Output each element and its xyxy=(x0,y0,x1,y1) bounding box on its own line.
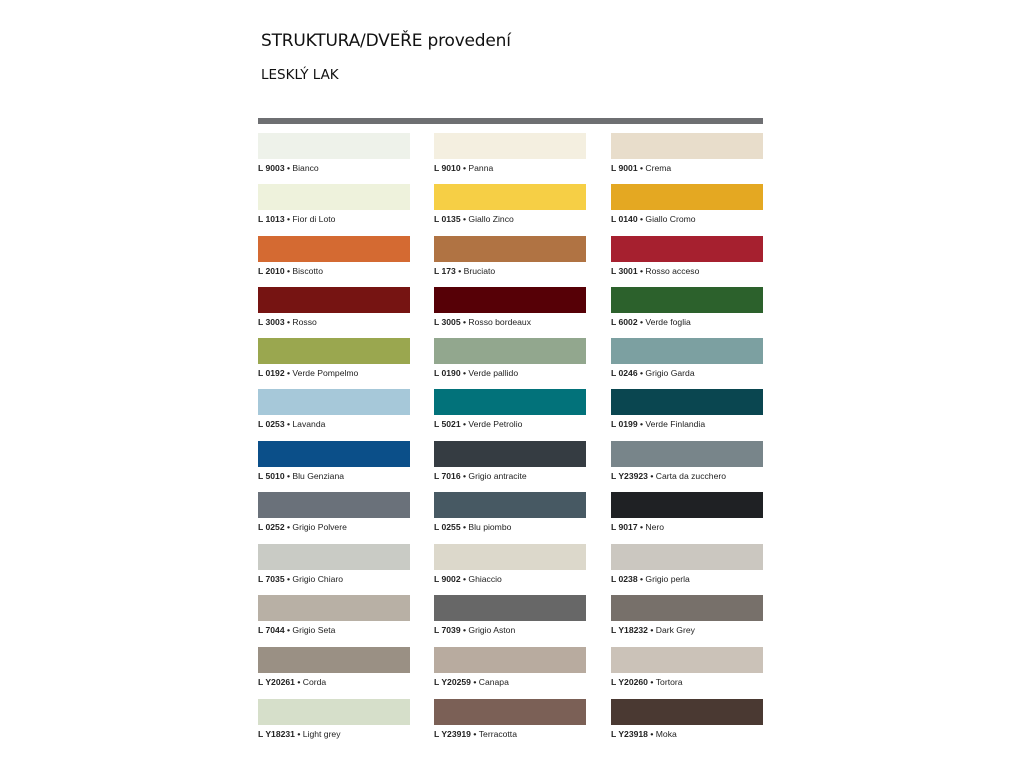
bullet-separator: • xyxy=(460,317,469,327)
color-swatch-item xyxy=(434,492,586,543)
header-divider xyxy=(258,118,763,124)
swatch-label xyxy=(434,625,586,635)
color-swatch-item xyxy=(258,287,410,338)
swatch-grid xyxy=(258,133,763,745)
color-swatch-item xyxy=(611,544,763,595)
color-swatch xyxy=(434,647,586,673)
swatch-name: Grigio Seta xyxy=(292,625,336,635)
swatch-code: L 7035 xyxy=(258,574,285,584)
color-swatch xyxy=(258,287,410,313)
bullet-separator: • xyxy=(637,163,646,173)
bullet-separator: • xyxy=(460,471,469,481)
color-swatch xyxy=(434,699,586,725)
bullet-separator: • xyxy=(637,522,646,532)
bullet-separator: • xyxy=(284,522,293,532)
color-swatch xyxy=(258,338,410,364)
color-swatch-item xyxy=(434,287,586,338)
color-swatch xyxy=(434,287,586,313)
color-swatch-item xyxy=(434,133,586,184)
swatch-name: Grigio perla xyxy=(645,574,690,584)
color-swatch xyxy=(611,287,763,313)
color-swatch-item xyxy=(434,595,586,646)
swatch-code: L 5010 xyxy=(258,471,285,481)
bullet-separator: • xyxy=(284,419,293,429)
color-swatch-item xyxy=(258,595,410,646)
swatch-name: Verde Petrolio xyxy=(468,419,523,429)
color-swatch-item xyxy=(258,236,410,287)
swatch-name: Canapa xyxy=(478,677,509,687)
color-swatch xyxy=(258,492,410,518)
bullet-separator: • xyxy=(460,163,469,173)
swatch-label xyxy=(434,368,586,378)
swatch-code: L 0140 xyxy=(611,214,638,224)
color-swatch-item xyxy=(611,389,763,440)
swatch-name: Blu piombo xyxy=(468,522,512,532)
color-swatch-item xyxy=(434,544,586,595)
color-swatch xyxy=(434,389,586,415)
swatch-label xyxy=(611,163,763,173)
swatch-label xyxy=(434,317,586,327)
swatch-code: L Y23919 xyxy=(434,729,471,739)
swatch-label xyxy=(434,677,586,687)
color-swatch xyxy=(611,133,763,159)
swatch-name: Verde Pompelmo xyxy=(292,368,359,378)
color-swatch xyxy=(434,236,586,262)
swatch-code: L 0252 xyxy=(258,522,285,532)
swatch-label xyxy=(434,163,586,173)
swatch-code: L 7016 xyxy=(434,471,461,481)
swatch-name: Rosso xyxy=(292,317,317,327)
swatch-code: L Y18232 xyxy=(611,625,648,635)
bullet-separator: • xyxy=(460,419,469,429)
color-swatch-item xyxy=(434,647,586,698)
swatch-label xyxy=(258,574,410,584)
swatch-label xyxy=(258,677,410,687)
swatch-name: Verde Finlandia xyxy=(645,419,706,429)
swatch-code: L 7044 xyxy=(258,625,285,635)
swatch-code: L 3003 xyxy=(258,317,285,327)
swatch-code: L 2010 xyxy=(258,266,285,276)
swatch-name: Bruciato xyxy=(463,266,496,276)
swatch-code: L Y23923 xyxy=(611,471,648,481)
swatch-code: L 1013 xyxy=(258,214,285,224)
swatch-label xyxy=(258,317,410,327)
color-swatch xyxy=(611,338,763,364)
swatch-code: L 9010 xyxy=(434,163,461,173)
color-swatch xyxy=(611,595,763,621)
swatch-name: Terracotta xyxy=(478,729,517,739)
swatch-name: Carta da zucchero xyxy=(655,471,726,481)
swatch-code: L Y20260 xyxy=(611,677,648,687)
swatch-label xyxy=(434,729,586,739)
swatch-label xyxy=(258,163,410,173)
bullet-separator: • xyxy=(455,266,464,276)
bullet-separator: • xyxy=(647,677,656,687)
color-swatch xyxy=(434,595,586,621)
swatch-code: L 9003 xyxy=(258,163,285,173)
swatch-code: L Y20261 xyxy=(258,677,295,687)
bullet-separator: • xyxy=(284,574,293,584)
bullet-separator: • xyxy=(647,471,656,481)
swatch-name: Grigio Polvere xyxy=(292,522,347,532)
swatch-code: L 9002 xyxy=(434,574,461,584)
bullet-separator: • xyxy=(647,625,656,635)
bullet-separator: • xyxy=(470,729,479,739)
bullet-separator: • xyxy=(294,729,303,739)
color-swatch-item xyxy=(434,389,586,440)
page-title: STRUKTURA/DVEŘE provedení xyxy=(261,31,511,51)
bullet-separator: • xyxy=(284,214,293,224)
swatch-name: Tortora xyxy=(655,677,683,687)
swatch-name: Rosso acceso xyxy=(645,266,700,276)
bullet-separator: • xyxy=(284,471,293,481)
color-swatch xyxy=(434,338,586,364)
bullet-separator: • xyxy=(637,266,646,276)
bullet-separator: • xyxy=(460,368,469,378)
swatch-label xyxy=(611,214,763,224)
color-swatch xyxy=(258,236,410,262)
color-swatch xyxy=(258,389,410,415)
swatch-code: L 0192 xyxy=(258,368,285,378)
swatch-code: L 0238 xyxy=(611,574,638,584)
color-swatch xyxy=(434,133,586,159)
swatch-code: L 9001 xyxy=(611,163,638,173)
swatch-code: L 0255 xyxy=(434,522,461,532)
swatch-name: Ghiaccio xyxy=(468,574,502,584)
color-swatch xyxy=(258,544,410,570)
swatch-name: Crema xyxy=(645,163,672,173)
bullet-separator: • xyxy=(460,625,469,635)
swatch-label xyxy=(611,419,763,429)
color-swatch xyxy=(434,441,586,467)
swatch-name: Giallo Cromo xyxy=(645,214,696,224)
swatch-code: L 6002 xyxy=(611,317,638,327)
color-swatch xyxy=(258,133,410,159)
color-swatch xyxy=(611,184,763,210)
bullet-separator: • xyxy=(284,317,293,327)
color-swatch-item xyxy=(434,699,586,750)
color-swatch-item xyxy=(434,184,586,235)
color-swatch-item xyxy=(258,492,410,543)
bullet-separator: • xyxy=(460,214,469,224)
swatch-name: Corda xyxy=(302,677,327,687)
bullet-separator: • xyxy=(637,368,646,378)
color-swatch-item xyxy=(258,544,410,595)
swatch-label xyxy=(611,677,763,687)
swatch-label xyxy=(611,522,763,532)
color-swatch xyxy=(611,492,763,518)
color-swatch-item xyxy=(611,184,763,235)
color-swatch-item xyxy=(258,389,410,440)
color-swatch-item xyxy=(611,287,763,338)
swatch-code: L Y23918 xyxy=(611,729,648,739)
swatch-label xyxy=(258,625,410,635)
swatch-name: Rosso bordeaux xyxy=(468,317,531,327)
swatch-label xyxy=(611,471,763,481)
swatch-label xyxy=(258,471,410,481)
bullet-separator: • xyxy=(647,729,656,739)
color-swatch-item xyxy=(434,441,586,492)
color-swatch-item xyxy=(611,133,763,184)
color-swatch-item xyxy=(611,492,763,543)
swatch-label xyxy=(258,214,410,224)
swatch-code: L 9017 xyxy=(611,522,638,532)
swatch-label xyxy=(611,317,763,327)
bullet-separator: • xyxy=(294,677,303,687)
swatch-name: Grigio Garda xyxy=(645,368,695,378)
swatch-label xyxy=(434,419,586,429)
color-swatch-item xyxy=(434,236,586,287)
color-swatch-item xyxy=(258,338,410,389)
swatch-name: Dark Grey xyxy=(655,625,695,635)
color-swatch-item xyxy=(258,699,410,750)
color-swatch-item xyxy=(258,133,410,184)
swatch-code: L 3005 xyxy=(434,317,461,327)
swatch-name: Verde foglia xyxy=(645,317,691,327)
swatch-code: L 0190 xyxy=(434,368,461,378)
swatch-name: Lavanda xyxy=(292,419,326,429)
color-swatch xyxy=(611,441,763,467)
page-subtitle: LESKLÝ LAK xyxy=(261,67,339,83)
bullet-separator: • xyxy=(637,214,646,224)
swatch-name: Blu Genziana xyxy=(292,471,345,481)
swatch-name: Bianco xyxy=(292,163,319,173)
swatch-code: L 0135 xyxy=(434,214,461,224)
swatch-code: L Y18231 xyxy=(258,729,295,739)
bullet-separator: • xyxy=(637,574,646,584)
color-swatch-item xyxy=(611,441,763,492)
color-swatch xyxy=(258,595,410,621)
color-swatch xyxy=(611,236,763,262)
swatch-name: Giallo Zinco xyxy=(468,214,514,224)
swatch-code: L 7039 xyxy=(434,625,461,635)
color-swatch xyxy=(611,699,763,725)
color-swatch-item xyxy=(611,699,763,750)
swatch-name: Fior di Loto xyxy=(292,214,336,224)
swatch-name: Light grey xyxy=(302,729,341,739)
swatch-label xyxy=(434,574,586,584)
color-swatch-item xyxy=(258,184,410,235)
swatch-name: Moka xyxy=(655,729,677,739)
color-swatch xyxy=(611,389,763,415)
color-swatch-item xyxy=(434,338,586,389)
color-swatch-item xyxy=(611,647,763,698)
swatch-code: L Y20259 xyxy=(434,677,471,687)
color-swatch xyxy=(611,544,763,570)
swatch-label xyxy=(611,729,763,739)
swatch-label xyxy=(258,729,410,739)
color-swatch xyxy=(258,647,410,673)
color-swatch xyxy=(434,184,586,210)
bullet-separator: • xyxy=(637,317,646,327)
color-swatch xyxy=(258,441,410,467)
swatch-name: Grigio Aston xyxy=(468,625,516,635)
swatch-label xyxy=(434,471,586,481)
color-swatch xyxy=(258,184,410,210)
bullet-separator: • xyxy=(284,163,293,173)
swatch-name: Grigio antracite xyxy=(468,471,527,481)
swatch-label xyxy=(434,214,586,224)
bullet-separator: • xyxy=(460,574,469,584)
swatch-name: Grigio Chiaro xyxy=(292,574,344,584)
swatch-label xyxy=(258,522,410,532)
color-swatch-item xyxy=(611,236,763,287)
swatch-code: L 0199 xyxy=(611,419,638,429)
swatch-name: Verde pallido xyxy=(468,368,519,378)
color-swatch xyxy=(258,699,410,725)
bullet-separator: • xyxy=(284,625,293,635)
swatch-label xyxy=(611,368,763,378)
color-swatch xyxy=(611,647,763,673)
swatch-label xyxy=(434,522,586,532)
swatch-label xyxy=(258,368,410,378)
color-swatch-item xyxy=(611,338,763,389)
swatch-code: L 173 xyxy=(434,266,456,276)
bullet-separator: • xyxy=(284,368,293,378)
swatch-label xyxy=(611,625,763,635)
swatch-label xyxy=(611,574,763,584)
bullet-separator: • xyxy=(460,522,469,532)
bullet-separator: • xyxy=(470,677,479,687)
color-swatch-item xyxy=(258,441,410,492)
swatch-label xyxy=(434,266,586,276)
swatch-label xyxy=(611,266,763,276)
swatch-code: L 0253 xyxy=(258,419,285,429)
swatch-name: Nero xyxy=(645,522,665,532)
swatch-name: Biscotto xyxy=(292,266,323,276)
swatch-label xyxy=(258,419,410,429)
swatch-code: L 3001 xyxy=(611,266,638,276)
swatch-code: L 5021 xyxy=(434,419,461,429)
bullet-separator: • xyxy=(284,266,293,276)
color-swatch xyxy=(434,492,586,518)
color-swatch xyxy=(434,544,586,570)
swatch-name: Panna xyxy=(468,163,494,173)
color-swatch-item xyxy=(611,595,763,646)
bullet-separator: • xyxy=(637,419,646,429)
swatch-code: L 0246 xyxy=(611,368,638,378)
color-swatch-item xyxy=(258,647,410,698)
swatch-label xyxy=(258,266,410,276)
